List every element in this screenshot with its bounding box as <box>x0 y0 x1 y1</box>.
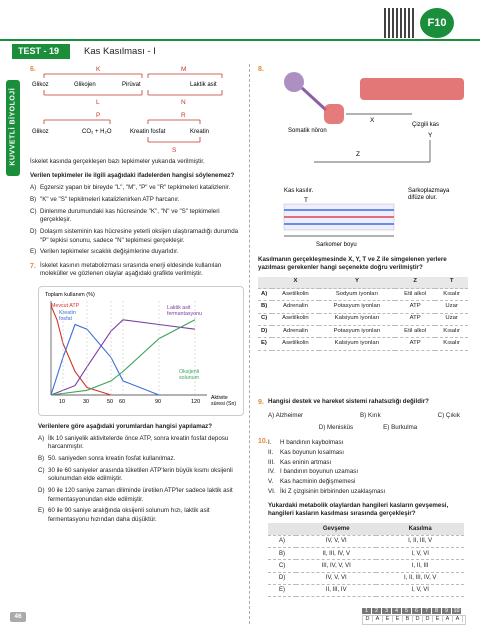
q6-body <box>30 158 242 257</box>
q6-diagram <box>30 62 245 164</box>
q6-intro: İskelet kasında gerçekleşen bazı tepkimeler yukarıda verilmiştir. <box>30 158 205 165</box>
muscle-fiber-icon <box>324 104 344 124</box>
table-cell: Kalsiyum iyonları <box>319 338 395 350</box>
q10-item: I. H bandının kaybolması <box>268 438 344 446</box>
q8-number: 8. <box>258 66 264 73</box>
table-cell: A) <box>258 289 272 301</box>
table-cell: Uzar <box>435 313 468 325</box>
table-header <box>258 277 272 289</box>
neuron-icon <box>284 72 304 92</box>
table-cell: Asetilkolin <box>272 313 319 325</box>
table-cell: Adrenalin <box>272 301 319 313</box>
table-row[interactable] <box>268 584 464 596</box>
q6-option-e[interactable]: E) Verilen tepkimeler sıcaklık değişimlerine duyarlıdır. <box>30 248 179 256</box>
answer-key-cell: A <box>373 616 383 622</box>
table-cell: ATP <box>395 313 435 325</box>
q10-number: 10. <box>258 438 268 445</box>
table-cell: D) <box>268 572 296 584</box>
striated-muscle-icon <box>360 78 464 100</box>
q10-table <box>268 523 464 597</box>
table-cell: Adrenalin <box>272 326 319 338</box>
answer-num: 2 <box>372 608 382 614</box>
label-S: S <box>172 147 177 154</box>
answer-key-cell: A <box>453 616 463 622</box>
q7-chart-frame <box>38 286 244 416</box>
glikoz-2: Glikoz <box>32 129 49 135</box>
label-P: P <box>96 112 101 119</box>
table-header: T <box>435 277 468 289</box>
q6-option-c[interactable]: C) Dinlenme durumundaki kas hücresinde "K", "N" ve "S" tepkimeleri gerçekleşir. <box>30 207 220 224</box>
table-cell: II, III, IV <box>296 584 376 596</box>
kreatin: Kreatin <box>190 129 210 135</box>
answer-key-cell: E <box>383 616 393 622</box>
table-row[interactable] <box>258 338 468 350</box>
x-tick-label: 120 <box>191 399 201 405</box>
q7-options <box>38 435 244 524</box>
legend-mevcut-atp: Mevcut ATP <box>51 303 80 309</box>
q6-stem: Verilen tepkimeler ile ilgili aşağıdaki ifadelerden hangisi söylenemez? <box>30 172 235 180</box>
table-cell: Potasyum iyonları <box>319 301 395 313</box>
q7-option-a[interactable]: A) İlk 10 saniyelik aktivitelerde önce ATP, sonra kreatin fosfat deposu harcanmıştır. <box>38 434 229 451</box>
table-cell: Sodyum iyonları <box>319 289 395 301</box>
answer-key-cell: D <box>363 616 373 622</box>
label-somatik: Somatik nöron <box>288 128 327 134</box>
q7-number: 7. <box>30 263 36 270</box>
answer-key-cell: E <box>433 616 443 622</box>
answer-key-cell: A <box>443 616 453 622</box>
q9-stem: Hangisi destek ve hareket sistemi rahatsızlığı değildir? <box>268 398 429 405</box>
table-cell: D) <box>258 326 272 338</box>
q7-option-d[interactable]: D) 90 ile 120 saniye zaman diliminde üretilen ATP'ler sadece laktik asit fermentasyonundan elde edilmiştir. <box>38 487 233 503</box>
legend-laktik: Laktik asit <box>167 305 191 311</box>
label-M: M <box>181 66 187 73</box>
q8-stem: Kasılmanın gerçekleşmesinde X, Y, T ve Z ile simgelenen yerlere yazılması gerekenler hangi seçenekte doğru verilmiştir? <box>258 256 447 272</box>
answer-num: 1 <box>362 608 372 614</box>
table-cell: I, II, III <box>376 560 464 572</box>
table-row[interactable] <box>268 560 464 572</box>
q6-options <box>30 184 242 257</box>
q10-items <box>268 439 468 497</box>
table-cell: I, V, VI <box>376 548 464 560</box>
q8-table <box>258 277 468 351</box>
table-row[interactable] <box>268 572 464 584</box>
answer-num: 4 <box>392 608 402 614</box>
legend-fermantasyon: fermantasyonu <box>167 311 203 317</box>
test-label: TEST - 19 <box>12 44 70 59</box>
answer-num: 5 <box>402 608 412 614</box>
legend-oksijenli: Oksijenli <box>179 369 200 375</box>
table-cell: C) <box>258 313 272 325</box>
table-header: Kasılma <box>376 523 464 535</box>
legend-fosfat: fosfat <box>59 316 72 322</box>
q9-option-c[interactable]: C) Çıkık <box>437 412 460 420</box>
q10-item: VI. İki Z çizgisinin birbirinden uzaklaşması <box>268 488 386 496</box>
side-label: KUVVETLİ BİYOLOJİ <box>9 87 17 166</box>
qr-code-icon <box>384 8 414 38</box>
table-row[interactable] <box>268 548 464 560</box>
q8-body <box>258 256 470 351</box>
table-row[interactable] <box>258 289 468 301</box>
answer-key-cell: B <box>403 616 413 622</box>
q9-option-b[interactable]: B) Kırık <box>360 412 381 420</box>
answer-num: 7 <box>422 608 432 614</box>
page-title: Kas Kasılması - I <box>84 46 156 57</box>
kreatin-fosfat: Kreatin fosfat <box>130 129 166 135</box>
table-cell: Etil alkol <box>395 289 435 301</box>
table-cell: I, II, III, V <box>376 535 464 547</box>
q7-option-e[interactable]: E) 60 ile 90 saniye aralığında oksijenli solunum hızı, laktik asit fermentasyonu hızından daha düşüktür. <box>38 507 210 523</box>
chart-xlabel-1: Aktivite <box>211 395 228 401</box>
chart-ylabel: Toplam kullanım (%) <box>45 292 95 298</box>
q9-number: 9. <box>258 399 264 406</box>
table-cell: Potasyum iyonları <box>319 326 395 338</box>
q8-diagram <box>264 64 470 254</box>
q7-body <box>38 423 244 524</box>
answer-key-cell: D <box>423 616 433 622</box>
table-header <box>268 523 296 535</box>
table-cell: B) <box>258 301 272 313</box>
table-cell: Uzar <box>435 301 468 313</box>
table-row[interactable] <box>258 301 468 313</box>
table-cell: ATP <box>395 301 435 313</box>
table-cell: III, IV, V, VI <box>296 560 376 572</box>
column-divider <box>249 64 250 624</box>
table-cell: Kısalır <box>435 289 468 301</box>
header-bar <box>0 39 480 41</box>
label-L: L <box>96 99 100 106</box>
label-cizgili: Çizgili kas <box>412 122 440 128</box>
answer-key <box>362 608 466 623</box>
table-cell: Kısalır <box>435 326 468 338</box>
label-K: K <box>96 66 101 73</box>
table-cell: II, III, IV, V <box>296 548 376 560</box>
q7-option-b[interactable]: B) 50. saniyeden sonra kreatin fosfat kullanılmaz. <box>38 455 176 463</box>
table-cell: I, II, III, IV, V <box>376 572 464 584</box>
answer-num: 8 <box>432 608 442 614</box>
x-tick-label: 50 <box>107 399 114 405</box>
table-cell: IV, V, VI <box>296 535 376 547</box>
table-cell: Kısalır <box>435 338 468 350</box>
q6-option-d[interactable]: D) Dolaşım sisteminin kas hücresine yeterli oksijen ulaştıramadığı durumda "P" tepkisi sonunu, sadece "N" tepkimesi gerçekleşir. <box>30 228 239 244</box>
q10-item: II. Kas boyunun kısalması <box>268 448 344 456</box>
label-R: R <box>181 112 186 119</box>
x-tick-label: 10 <box>59 399 66 405</box>
label-Y: Y <box>428 132 433 139</box>
page-number: 46 <box>10 612 26 622</box>
q10-item: III. Kas eninin artması <box>268 458 332 466</box>
answer-key-cell: E <box>393 616 403 622</box>
label-sarkoplazma-1: Sarkoplazmaya <box>408 188 450 194</box>
q10-body <box>268 437 468 597</box>
table-header: X <box>272 277 319 289</box>
q10-stem: Yukardaki metabolik olaylardan hangileri kasların gevşemesi, hangileri kasların kasılması sırasında gerçekleşir? <box>268 501 449 518</box>
answer-num: 9 <box>442 608 452 614</box>
table-cell: I, V, VI <box>376 584 464 596</box>
table-row[interactable] <box>258 313 468 325</box>
legend-kreatin: Kreatin <box>59 310 76 316</box>
legend-solunum: solunum <box>179 375 200 381</box>
q7-intro: İskelet kasının metabolizması sırasında enerji eldesinde kullanılan moleküller ve gözlenen olaylar aşağıdaki grafikte verilmiştir. <box>40 262 222 278</box>
x-tick-label: 60 <box>119 399 126 405</box>
axon-icon <box>302 88 326 110</box>
label-T: T <box>304 197 308 204</box>
table-cell: Asetilkolin <box>272 338 319 350</box>
table-cell: E) <box>268 584 296 596</box>
q7-option-c[interactable]: C) 30 ile 60 saniyeler arasında tüketilen ATP'lerin büyük kısmı oksijenli solunumdan elde edilmiştir. <box>38 466 233 483</box>
label-sarkomer: Sarkomer boyu <box>316 242 357 248</box>
table-cell: Kalsiyum iyonları <box>319 313 395 325</box>
q9-body <box>268 398 468 432</box>
table-row[interactable] <box>258 326 468 338</box>
answer-key-cell: D <box>413 616 423 622</box>
brand-logo-icon: F10 <box>420 8 454 38</box>
chart-xlabel-2: süresi (Sn) <box>211 401 237 407</box>
table-header: Z <box>395 277 435 289</box>
answer-num: 6 <box>412 608 422 614</box>
x-tick-label: 90 <box>155 399 162 405</box>
table-cell: E) <box>258 338 272 350</box>
table-cell: C) <box>268 560 296 572</box>
co2-h2o: CO₂ + H₂O <box>82 129 112 135</box>
q6-option-a[interactable]: A) Egzersiz yapan bir bireyde "L", "M", "P" ve "R" tepkimeleri katalizlenir. <box>30 184 231 192</box>
q10-item: IV. I bandının boyunun uzaması <box>268 468 359 476</box>
label-Z: Z <box>356 151 360 158</box>
pruvat: Pirüvat <box>122 82 141 88</box>
q9-option-e[interactable]: E) Burkulma <box>383 423 418 431</box>
laktik-asit: Laktik asit <box>190 82 217 88</box>
answer-num: 10 <box>452 608 462 614</box>
glikojen: Glikojen <box>74 82 96 88</box>
glikoz-1: Glikoz <box>32 82 49 88</box>
table-row[interactable] <box>268 535 464 547</box>
q7-chart <box>39 287 243 415</box>
q9-option-d[interactable]: D) Menisküs <box>318 423 354 431</box>
label-sarkoplazma-2: difüze olur. <box>408 195 438 201</box>
label-kas-kasilir: Kas kasılır. <box>284 188 314 194</box>
q9-option-a[interactable]: A) Alzheimer <box>268 412 304 420</box>
table-cell: B) <box>268 548 296 560</box>
answer-num: 3 <box>382 608 392 614</box>
table-cell: Etil alkol <box>395 326 435 338</box>
table-header: Y <box>319 277 395 289</box>
q7-stem: Verilenlere göre aşağıdaki yorumlardan hangisi yapılamaz? <box>38 423 213 430</box>
table-cell: ATP <box>395 338 435 350</box>
series-line-1 <box>51 325 159 396</box>
table-cell: A) <box>268 535 296 547</box>
label-X: X <box>370 117 375 124</box>
table-cell: Asetilkolin <box>272 289 319 301</box>
label-N: N <box>181 99 186 106</box>
q6-number: 6. <box>30 66 36 73</box>
table-cell: IV, V, VI <box>296 572 376 584</box>
q6-option-b[interactable]: B) "K" ve "S" tepkilmeleri katalizlenirken ATP harcanır. <box>30 196 180 204</box>
q10-item: V. Kas hacminin değişmemesi <box>268 478 356 486</box>
table-header: Gevşeme <box>296 523 376 535</box>
x-tick-label: 30 <box>83 399 90 405</box>
